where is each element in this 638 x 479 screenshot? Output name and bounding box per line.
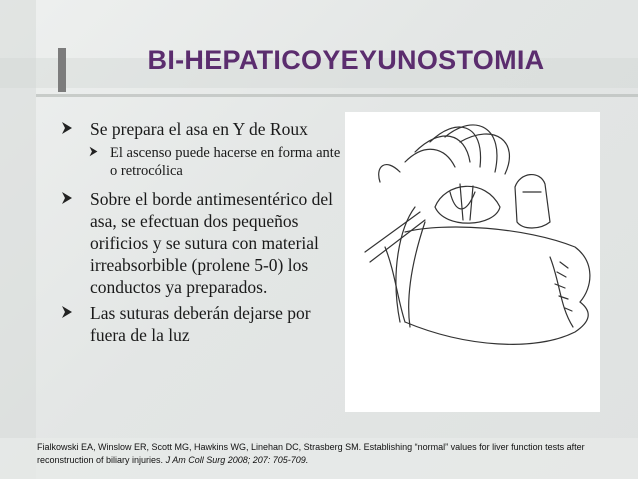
- surgical-illustration: [345, 112, 600, 412]
- arrow-bullet-icon: [60, 121, 74, 135]
- slide-title: BI-HEPATICOYEYUNOSTOMIA: [147, 45, 545, 75]
- surgical-sketch-icon: [345, 112, 600, 412]
- bullet-item: [60, 188, 345, 298]
- arrow-bullet-icon: [60, 305, 74, 319]
- citation-text: Fialkowski EA, Winslow ER, Scott MG, Hawkins WG, Linehan DC, Strasberg SM. Establishing “normal” values for liver function tests after reconstruction of biliary injuries.: [37, 442, 585, 465]
- arrow-bullet-icon: [60, 191, 74, 205]
- bullet-list: [60, 118, 345, 350]
- bullet-item: [60, 118, 345, 140]
- bullet-text: Se prepara el asa en Y de Roux: [90, 119, 308, 139]
- title-accent-bar: [58, 48, 66, 92]
- bullet-text: El ascenso puede hacerse en forma ante o retrocólica: [110, 145, 341, 179]
- bullet-text: Las suturas deberán dejarse por fuera de la luz: [90, 303, 311, 345]
- bullet-item-sub: [88, 144, 345, 180]
- reference-citation: [37, 441, 597, 466]
- bullet-text: Sobre el borde antimesentérico del asa, se efectuan dos pequeños orificios y se sutura con material irreabsorbible (prolene 5-0) los conductos ya preparados.: [90, 189, 333, 297]
- bullet-item: [60, 302, 345, 346]
- arrow-bullet-icon: [88, 146, 99, 157]
- citation-journal: J Am Coll Surg 2008; 207: 705-709.: [165, 454, 309, 465]
